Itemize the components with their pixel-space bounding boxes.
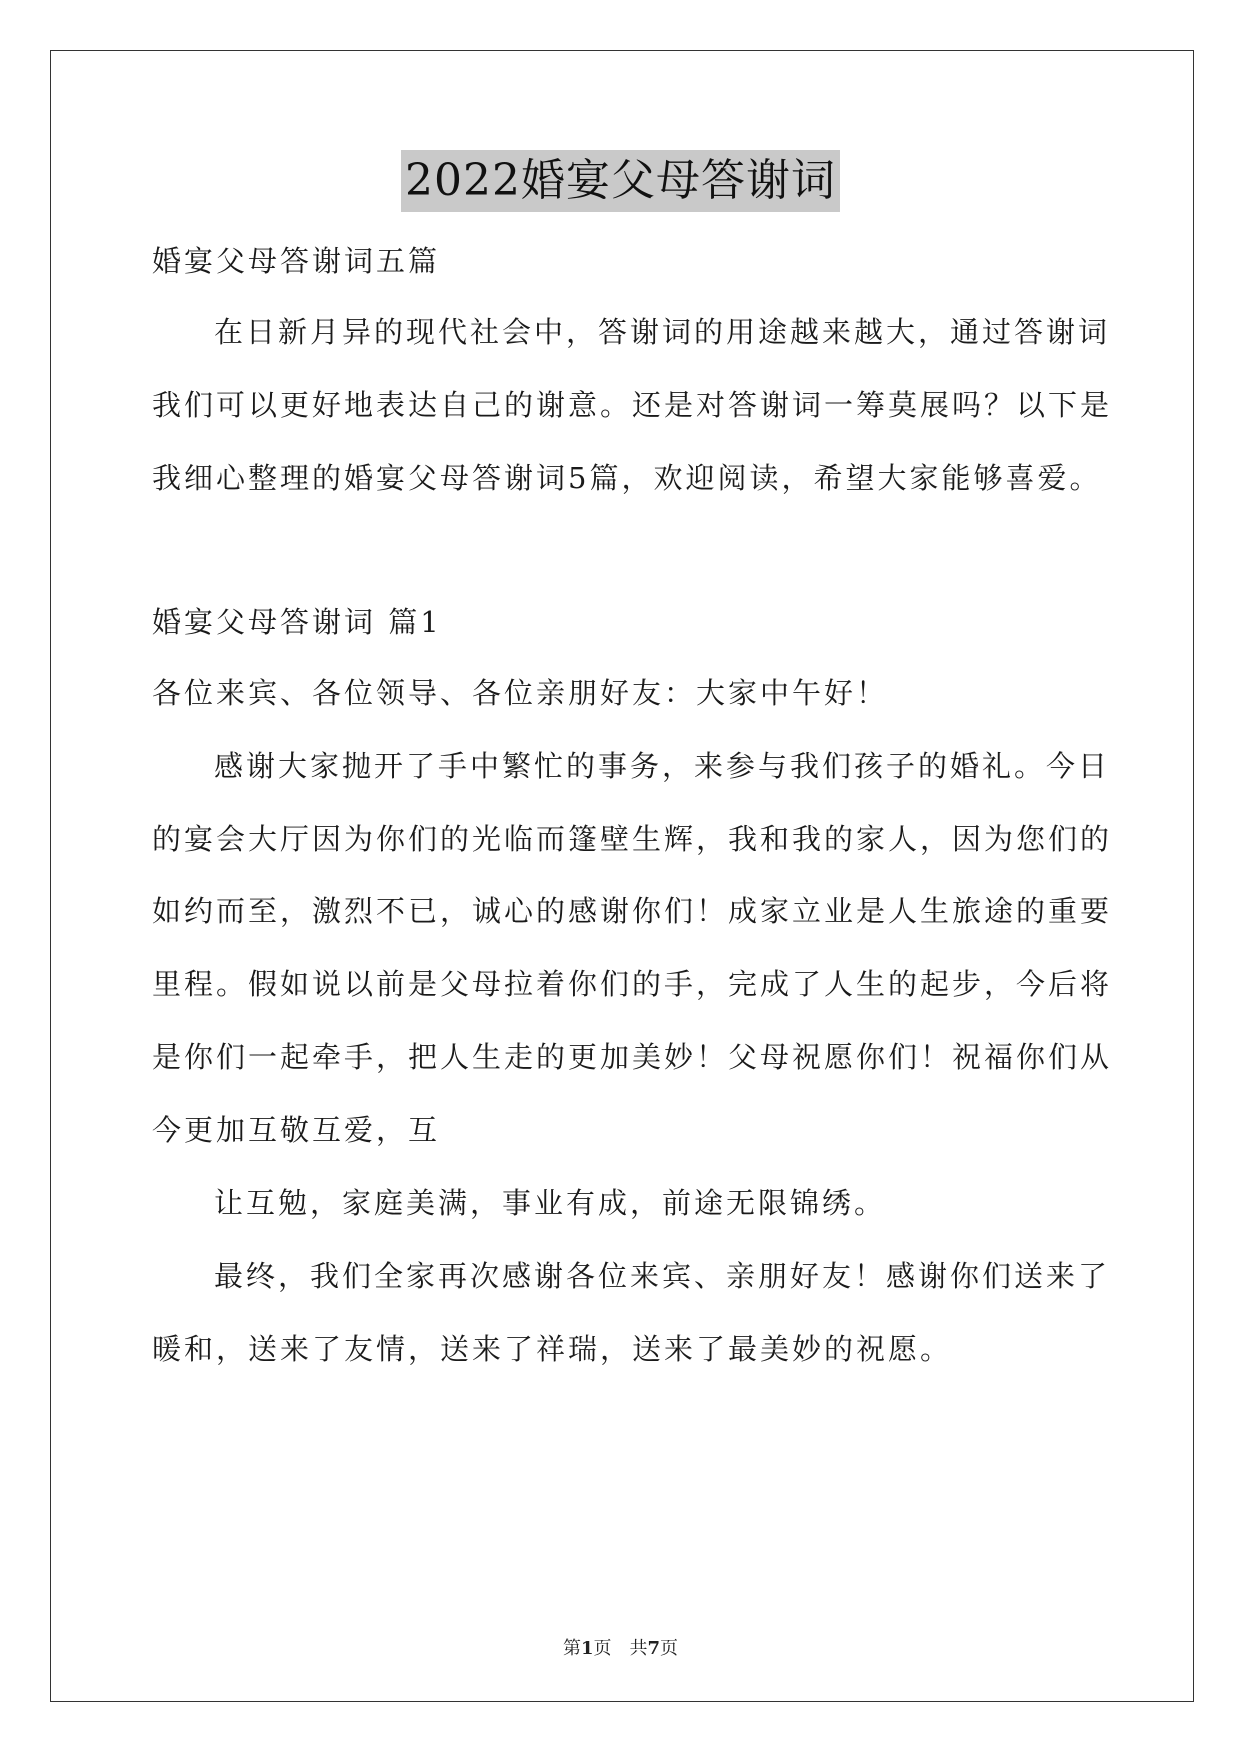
footer-suffix: 页 [660, 1638, 679, 1659]
total-page-number: 7 [647, 1638, 661, 1659]
para1-line-2: 的宴会大厅因为你们的光临而篷壁生辉，我和我的家人，因为您们的 [152, 822, 1113, 856]
para1-line-4: 里程。假如说以前是父母拉着你们的手，完成了人生的起步，今后将 [152, 967, 1113, 1001]
para3-line-2: 暖和，送来了友情，送来了祥瑞，送来了最美妙的祝愿。 [152, 1332, 953, 1366]
title-container [0, 150, 1241, 212]
intro-line-3: 我细心整理的婚宴父母答谢词5篇，欢迎阅读，希望大家能够喜爱。 [152, 461, 1102, 495]
para3-line-1: 最终，我们全家再次感谢各位来宾、亲朋好友！感谢你们送来了 [214, 1259, 1111, 1293]
para1-line-6: 今更加互敬互爱，互 [152, 1113, 441, 1147]
greeting-line: 各位来宾、各位领导、各位亲朋好友：大家中午好！ [152, 676, 889, 710]
para2-line-1: 让互勉，家庭美满，事业有成，前途无限锦绣。 [214, 1186, 887, 1220]
para1-line-5: 是你们一起牵手，把人生走的更加美妙！父母祝愿你们！祝福你们从 [152, 1040, 1113, 1074]
footer-middle: 页 共 [593, 1638, 648, 1659]
document-title: 2022婚宴父母答谢词 [401, 150, 840, 212]
footer-prefix: 第 [562, 1638, 581, 1659]
page-footer [0, 1634, 1241, 1660]
page-border [50, 50, 1194, 1702]
intro-line-1: 在日新月异的现代社会中，答谢词的用途越来越大，通过答谢词 [214, 315, 1111, 349]
para1-line-3: 如约而至，激烈不已，诚心的感谢你们！成家立业是人生旅途的重要 [152, 894, 1113, 928]
subtitle: 婚宴父母答谢词五篇 [152, 244, 441, 278]
para1-line-1: 感谢大家抛开了手中繁忙的事务，来参与我们孩子的婚礼。今日 [214, 749, 1111, 783]
current-page-number: 1 [580, 1638, 594, 1659]
section-heading: 婚宴父母答谢词 篇1 [152, 605, 442, 639]
intro-line-2: 我们可以更好地表达自己的谢意。还是对答谢词一筹莫展吗？以下是 [152, 388, 1113, 422]
